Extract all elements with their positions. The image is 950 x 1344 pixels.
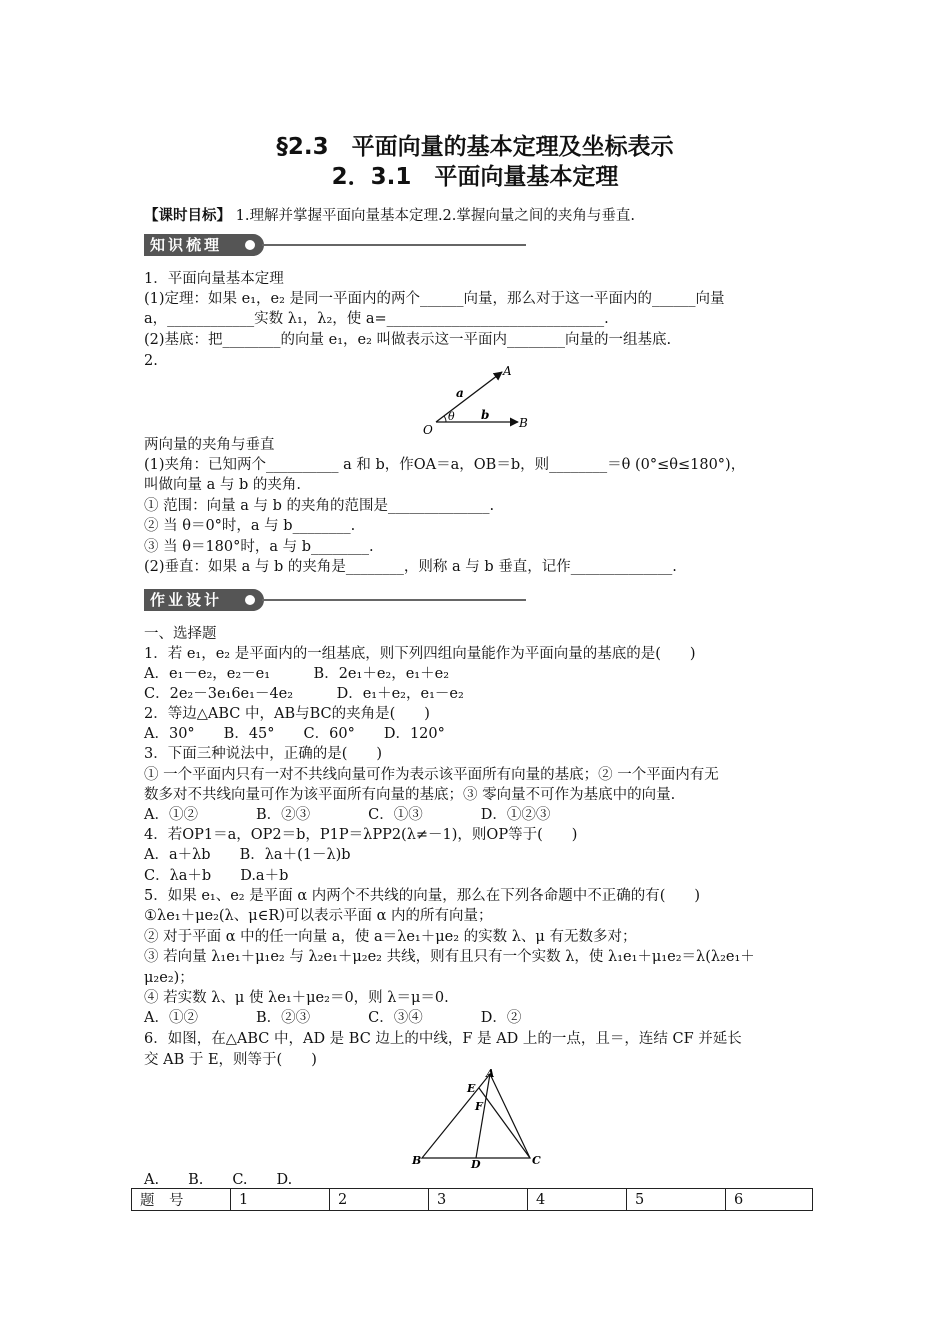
median-ad <box>476 1074 490 1158</box>
knowledge-line: (1)定理：如果 e₁，e₂ 是同一平面内的两个______向量，那么对于这一平面内的______向量 <box>144 291 725 307</box>
homework-line: 交 AB 于 E，则等于( ) <box>144 1052 317 1068</box>
angle-arc <box>444 416 446 422</box>
knowledge-line: ② 当 θ＝0°时，a 与 b________. <box>144 518 356 534</box>
label-F: F <box>475 1100 483 1113</box>
homework-line: A．e₁－e₂，e₂－e₁ B．2e₁＋e₂，e₁＋e₂ <box>144 666 450 682</box>
knowledge-banner <box>144 234 526 256</box>
homework-line: ③ 若向量 λ₁e₁＋μ₁e₂ 与 λ₂e₁＋μ₂e₂ 共线，则有且只有一个实数 λ，使 λ₁e₁＋μ₁e₂＝λ(λ₂e₁＋ <box>144 949 755 965</box>
homework-banner-label: 作业设计 <box>144 589 264 611</box>
homework-line: 3．下面三种说法中，正确的是( ) <box>144 746 383 762</box>
label-A: A <box>503 364 512 378</box>
knowledge-line: (1)夹角：已知两个__________ a 和 b，作OA＝a，OB＝b，则________＝θ (0°≤θ≤180°)， <box>144 457 746 473</box>
label-a: a <box>456 386 464 400</box>
label-theta: θ <box>448 410 455 423</box>
goal-label: 【课时目标】 <box>144 208 231 224</box>
homework-line: 6．如图，在△ABC 中，AD 是 BC 边上的中线，F 是 AD 上的一点，且＝，连结 CF 并延长 <box>144 1031 742 1047</box>
banner-line <box>262 244 526 246</box>
knowledge-line: ③ 当 θ＝180°时，a 与 b________. <box>144 539 374 555</box>
homework-line: ④ 若实数 λ、μ 使 λe₁＋μe₂＝0，则 λ＝μ＝0. <box>144 990 449 1006</box>
label-O: O <box>423 423 433 437</box>
knowledge-line: 2. <box>144 353 158 369</box>
triangle-abc <box>422 1074 530 1158</box>
homework-line: A．30° B．45° C．60° D．120° <box>144 726 445 742</box>
homework-line: ① 一个平面内只有一对不共线向量可作为表示该平面所有向量的基底；② 一个平面内有无 <box>144 767 719 783</box>
homework-line: 4．若OP1＝a，OP2＝b，P1P＝λPP2(λ≠－1)，则OP等于( ) <box>144 827 578 843</box>
subsection-title: 2．3.1 平面向量基本定理 <box>331 164 619 190</box>
homework-line: A．①② B．②③ C．③④ D．② <box>144 1010 522 1026</box>
knowledge-line: (2)基底：把________的向量 e₁，e₂ 叫做表示这一平面内________向量的一组基底. <box>144 332 672 348</box>
table-row <box>132 1189 813 1211</box>
vector-a-line <box>436 372 502 422</box>
homework-line: C．2e₂－3e₁6e₁－4e₂ D．e₁＋e₂，e₁－e₂ <box>144 686 464 702</box>
table-cell: 2 <box>330 1189 429 1211</box>
label-C: C <box>532 1154 541 1167</box>
homework-line: μ₂e₂)； <box>144 970 194 986</box>
knowledge-line: (2)垂直：如果 a 与 b 的夹角是________，则称 a 与 b 垂直，记作______________. <box>144 559 677 575</box>
table-header-cell: 题 号 <box>132 1189 231 1211</box>
table-cell: 5 <box>627 1189 726 1211</box>
lesson-goal <box>144 204 635 225</box>
angle-figure <box>418 362 538 438</box>
homework-line: 一、选择题 <box>144 626 217 642</box>
goal-text: 1.理解并掌握平面向量基本定理.2.掌握向量之间的夹角与垂直. <box>231 208 635 224</box>
knowledge-banner-label: 知识梳理 <box>144 234 264 256</box>
knowledge-line: a，____________实数 λ₁，λ₂，使 a=______________________________. <box>144 311 609 327</box>
banner-line <box>262 599 526 601</box>
homework-line: 2．等边△ABC 中，AB与BC的夹角是( ) <box>144 706 430 722</box>
knowledge-line: ① 范围：向量 a 与 b 的夹角的范围是______________. <box>144 498 495 514</box>
homework-line: ①λe₁＋μe₂(λ、μ∈R)可以表示平面 α 内的所有向量； <box>144 908 493 924</box>
label-D: D <box>471 1158 481 1170</box>
label-B: B <box>519 416 528 430</box>
homework-line: 1．若 e₁，e₂ 是平面内的一组基底，则下列四组向量能作为平面向量的基底的是( ) <box>144 646 696 662</box>
banner-dot-icon <box>245 240 255 250</box>
triangle-figure <box>408 1066 548 1170</box>
knowledge-line: 两向量的夹角与垂直 <box>144 437 275 453</box>
table-cell: 1 <box>231 1189 330 1211</box>
label-B: B <box>412 1154 422 1167</box>
line-ce <box>479 1088 530 1158</box>
homework-line: A. B. C. D. <box>144 1172 293 1188</box>
label-E: E <box>467 1082 476 1095</box>
table-cell: 3 <box>429 1189 528 1211</box>
knowledge-line: 1．平面向量基本定理 <box>144 271 284 287</box>
banner-dot-icon <box>245 595 255 605</box>
knowledge-line: 叫做向量 a 与 b 的夹角. <box>144 477 301 493</box>
homework-line: A．①② B．②③ C．①③ D．①②③ <box>144 807 551 823</box>
label-b: b <box>481 408 490 422</box>
section-title: §2.3 平面向量的基本定理及坐标表示 <box>276 134 674 160</box>
homework-line: C．λa＋b D.a＋b <box>144 868 289 884</box>
table-cell: 6 <box>726 1189 813 1211</box>
homework-line: 5．如果 e₁、e₂ 是平面 α 内两个不共线的向量，那么在下列各命题中不正确的有( ) <box>144 888 701 904</box>
homework-line: A．a＋λb B．λa＋(1－λ)b <box>144 847 351 863</box>
homework-line: ② 对于平面 α 中的任一向量 a，使 a＝λe₁＋μe₂ 的实数 λ、μ 有无数多对； <box>144 929 637 945</box>
answer-table <box>131 1188 813 1211</box>
label-A: A <box>486 1067 495 1080</box>
homework-banner <box>144 589 526 611</box>
homework-line: 数多对不共线向量可作为该平面所有向量的基底；③ 零向量不可作为基底中的向量. <box>144 787 676 803</box>
table-cell: 4 <box>528 1189 627 1211</box>
